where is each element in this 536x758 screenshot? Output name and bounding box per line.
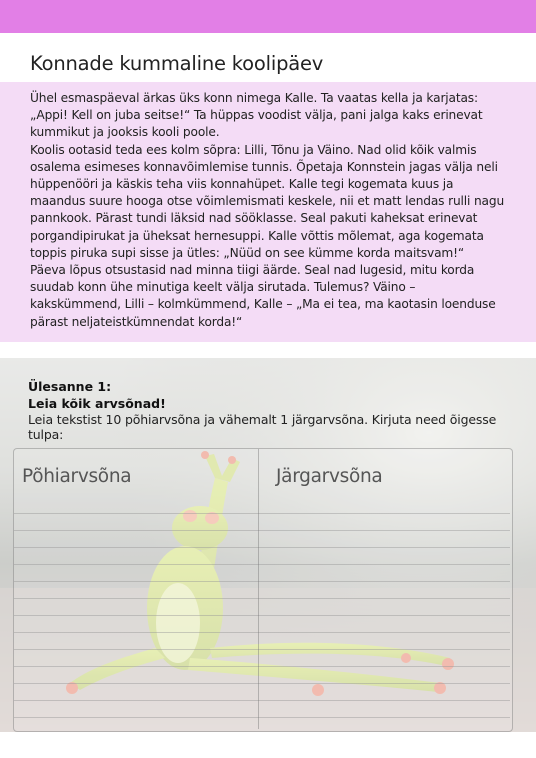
story-text bbox=[30, 90, 508, 331]
task-heading bbox=[28, 378, 166, 412]
story-paragraph: Ühel esmaspäeval ärkas üks konn nimega Kalle. Ta vaatas kella ja karjatas: „Appi! Kell on juba seitse!“ Ta hüppas voodist välja, pani jalga kaks erinevat kummikut ja jooksis kooli poole. bbox=[30, 91, 483, 140]
story-paragraph: Koolis ootasid teda ees kolm sõpra: Lilli, Tõnu ja Väino. Nad olid kõik valmis osalema esimeses konnavõimlemise tunnis. Õpetaja Konnstein jagas välja neli hüppenööri ja käskis teha viis konnahüpet. Kalle tegi kogemata kuus ja maandus suure hooga otse võimlemismati keskele, nii et matt lendas rulli nagu pannkook. Pärast tundi läksid nad sööklasse. Seal pakuti kaheksat erinevat porgandipirukat ja üheksat hernesuppi. Kalle võttis mõlemat, aga kogemata toppis piruka supi sisse ja ütles: „Nüüd on see kümme korda maitsvam!“ bbox=[30, 142, 505, 260]
column-header-pohiarvsona: Põhiarvsõna bbox=[22, 466, 132, 487]
column-divider bbox=[258, 449, 259, 729]
story-paragraph: Päeva lõpus otsustasid nad minna tiigi äärde. Seal nad lugesid, mitu korda suudab konn ühe minutiga keelt välja sirutada. Tulemus? Väino – kakskümmend, Lilli – kolmkümmend, Kalle – „Ma ei tea, ma kaotasin loenduse pärast neljateistkümnendat korda!“ bbox=[30, 263, 496, 329]
header-bar bbox=[0, 0, 536, 33]
page-title: Konnade kummaline koolipäev bbox=[30, 52, 324, 75]
task-instruction: Leia tekstist 10 põhiarvsõna ja vähemalt 1 järgarvsõna. Kirjuta need õigesse tulpa: bbox=[28, 412, 497, 442]
task-subtitle: Leia kõik arvsõnad! bbox=[28, 396, 166, 411]
column-header-jargarvsona: Järgarvsõna bbox=[276, 466, 383, 487]
task-number: Ülesanne 1: bbox=[28, 379, 112, 394]
writing-lines[interactable] bbox=[14, 497, 510, 729]
